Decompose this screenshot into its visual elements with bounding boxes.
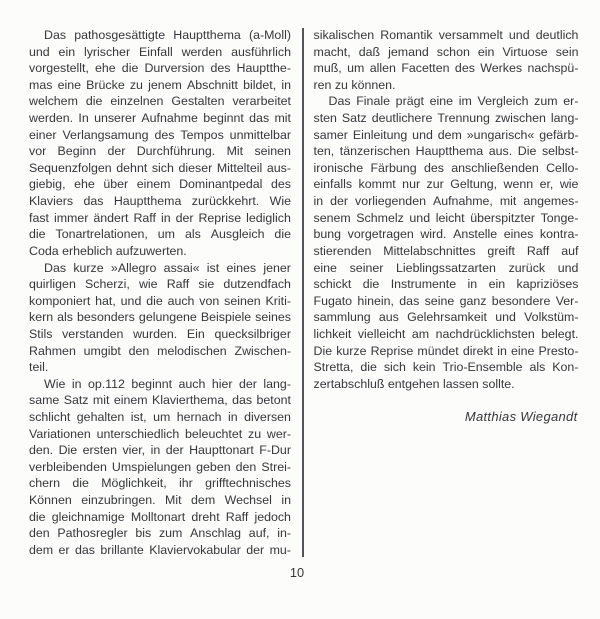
text-line: sten Satz deutlichere Trennung zwischen lang- — [313, 111, 579, 126]
text-line: schickt die Instrumente in ein kapriziöses — [313, 277, 579, 292]
text-line: eine seiner Lieblingssatzarten zurück und — [313, 260, 579, 275]
text-line: Wie in op.112 beginnt auch hier der lang- — [44, 376, 291, 391]
text-block — [29, 27, 579, 559]
text-line: fast immer ändert Raff in der Reprise lediglich — [29, 210, 291, 225]
text-line: macht, daß jemand schon ein Virtuose sein — [313, 44, 579, 59]
text-line: kern als besonders gelungene Beispiele seines — [29, 310, 291, 325]
text-line: die Tonartrelationen, um als Ausgleich die — [29, 227, 291, 242]
text-line: Das kurze »Allegro assai« ist eines jener — [44, 260, 291, 275]
text-line: schlicht gehalten ist, um hernach in diversen — [29, 410, 291, 425]
text-line: verbleibenden Umspielungen geben den Strei- — [29, 459, 291, 474]
text-line: dem er das brillante Klaviervokabular der mu- — [29, 542, 291, 557]
column-right — [314, 27, 579, 426]
text-line: vorgestellt, ehe die Durversion des Hauptthe- — [29, 61, 291, 76]
text-line: ten, tänzerischen Hauptthema aus. Die selbst- — [313, 144, 579, 159]
text-line: samer Einleitung und dem »ungarisch« gefärb- — [313, 127, 579, 142]
page-number: 10 — [289, 565, 305, 580]
text-line: Das pathosgesättigte Hauptthema (a-Moll) — [44, 28, 291, 42]
text-line: same Satz mit einem Klavierthema, das betont — [29, 393, 291, 408]
text-line: Sequenzfolgen dehnt sich dieser Mittelteil aus- — [29, 160, 291, 175]
text-line: sikalischen Romantik versammelt und deutlich — [313, 28, 579, 42]
text-line: die gleichnamige Molltonart dreht Raff jedoch — [29, 509, 291, 524]
text-line: muß, um allen Facetten des Werkes nachspü- — [313, 61, 579, 76]
text-line: vor Beginn der Durchführung. Mit seinen — [29, 144, 291, 159]
text-line: ren zu können. — [313, 77, 396, 92]
column-right-lines — [314, 27, 579, 392]
text-line: stierenden Mittelabschnittes greift Raff auf — [313, 243, 579, 258]
text-line: Können einzubringen. Mit dem Wechsel in — [29, 493, 291, 508]
column-divider-rule — [302, 28, 304, 557]
text-line: den Pathosregler bis zum Anschlag auf, in- — [29, 526, 291, 541]
text-line: komponiert hat, und die auch von seinen Kriti- — [29, 293, 291, 308]
text-line: ironische Färbung des anschließenden Cello- — [313, 160, 579, 175]
text-line: quirligen Scherzi, wie Raff sie dutzendfach — [29, 277, 291, 292]
text-line: Fugato hinein, das seine ganz besondere Ver- — [313, 293, 579, 308]
text-line: Das Finale prägt eine im Vergleich zum er- — [328, 94, 579, 109]
text-line: und ein lyrischer Einfall werden ausführlich — [29, 44, 291, 59]
text-line: chern die Möglichkeit, ihr grifftechnisches — [29, 476, 291, 491]
text-line: Stretta, die sich kein Trio-Ensemble als Kon- — [313, 360, 579, 375]
text-line: sammlung aus Gelehrsamkeit und Volkstüm- — [313, 310, 579, 325]
text-line: Stils verstanden wurden. Ein quecksilbriger — [29, 326, 291, 341]
text-line: giebig, ehe über einem Dominantpedal des — [29, 177, 291, 192]
text-line: Rahmen umgibt den melodischen Zwischen- — [29, 343, 291, 358]
text-line: bung vorgetragen wird. Anstelle eines kontra- — [313, 227, 579, 242]
text-line: in der vorliegenden Aufnahme, mit angemes- — [313, 194, 579, 209]
text-line: Coda erheblich aufzuwerten. — [29, 243, 187, 258]
text-line: werden. In unserer Aufnahme beginnt das mit — [29, 111, 291, 126]
text-line: zertabschluß entgehen lassen sollte. — [313, 376, 515, 391]
text-line: einer Verlangsamung des Tempos unmittelbar — [29, 127, 291, 142]
text-line: Klaviers das Hauptthema zurückkehrt. Wie — [29, 194, 291, 209]
text-line: Variationen unterschiedlich beleuchtet zu wer- — [29, 426, 291, 441]
text-line: den. Die ersten vier, in der Haupttonart F-Dur — [29, 443, 291, 458]
column-left — [29, 27, 291, 559]
text-line: mas eine Brücke zu jenem Abschnitt bildet, in — [29, 77, 291, 92]
text-line: teil. — [29, 360, 49, 375]
author-signature: Matthias Wiegandt — [464, 409, 578, 425]
column-left-lines — [29, 27, 291, 559]
text-line: senem Schmelz und leicht überspitzter Tonge- — [313, 210, 579, 225]
text-line: einfalls kommt nur zur Geltung, wenn er, wie — [313, 177, 579, 192]
text-line: lichkeit vielleicht am nachdrücklichsten belegt. — [313, 326, 579, 341]
text-line: welchem die einzelnen Gestalten verarbeitet — [29, 94, 291, 109]
text-line: Die kurze Reprise mündet direkt in eine Presto- — [313, 343, 579, 358]
